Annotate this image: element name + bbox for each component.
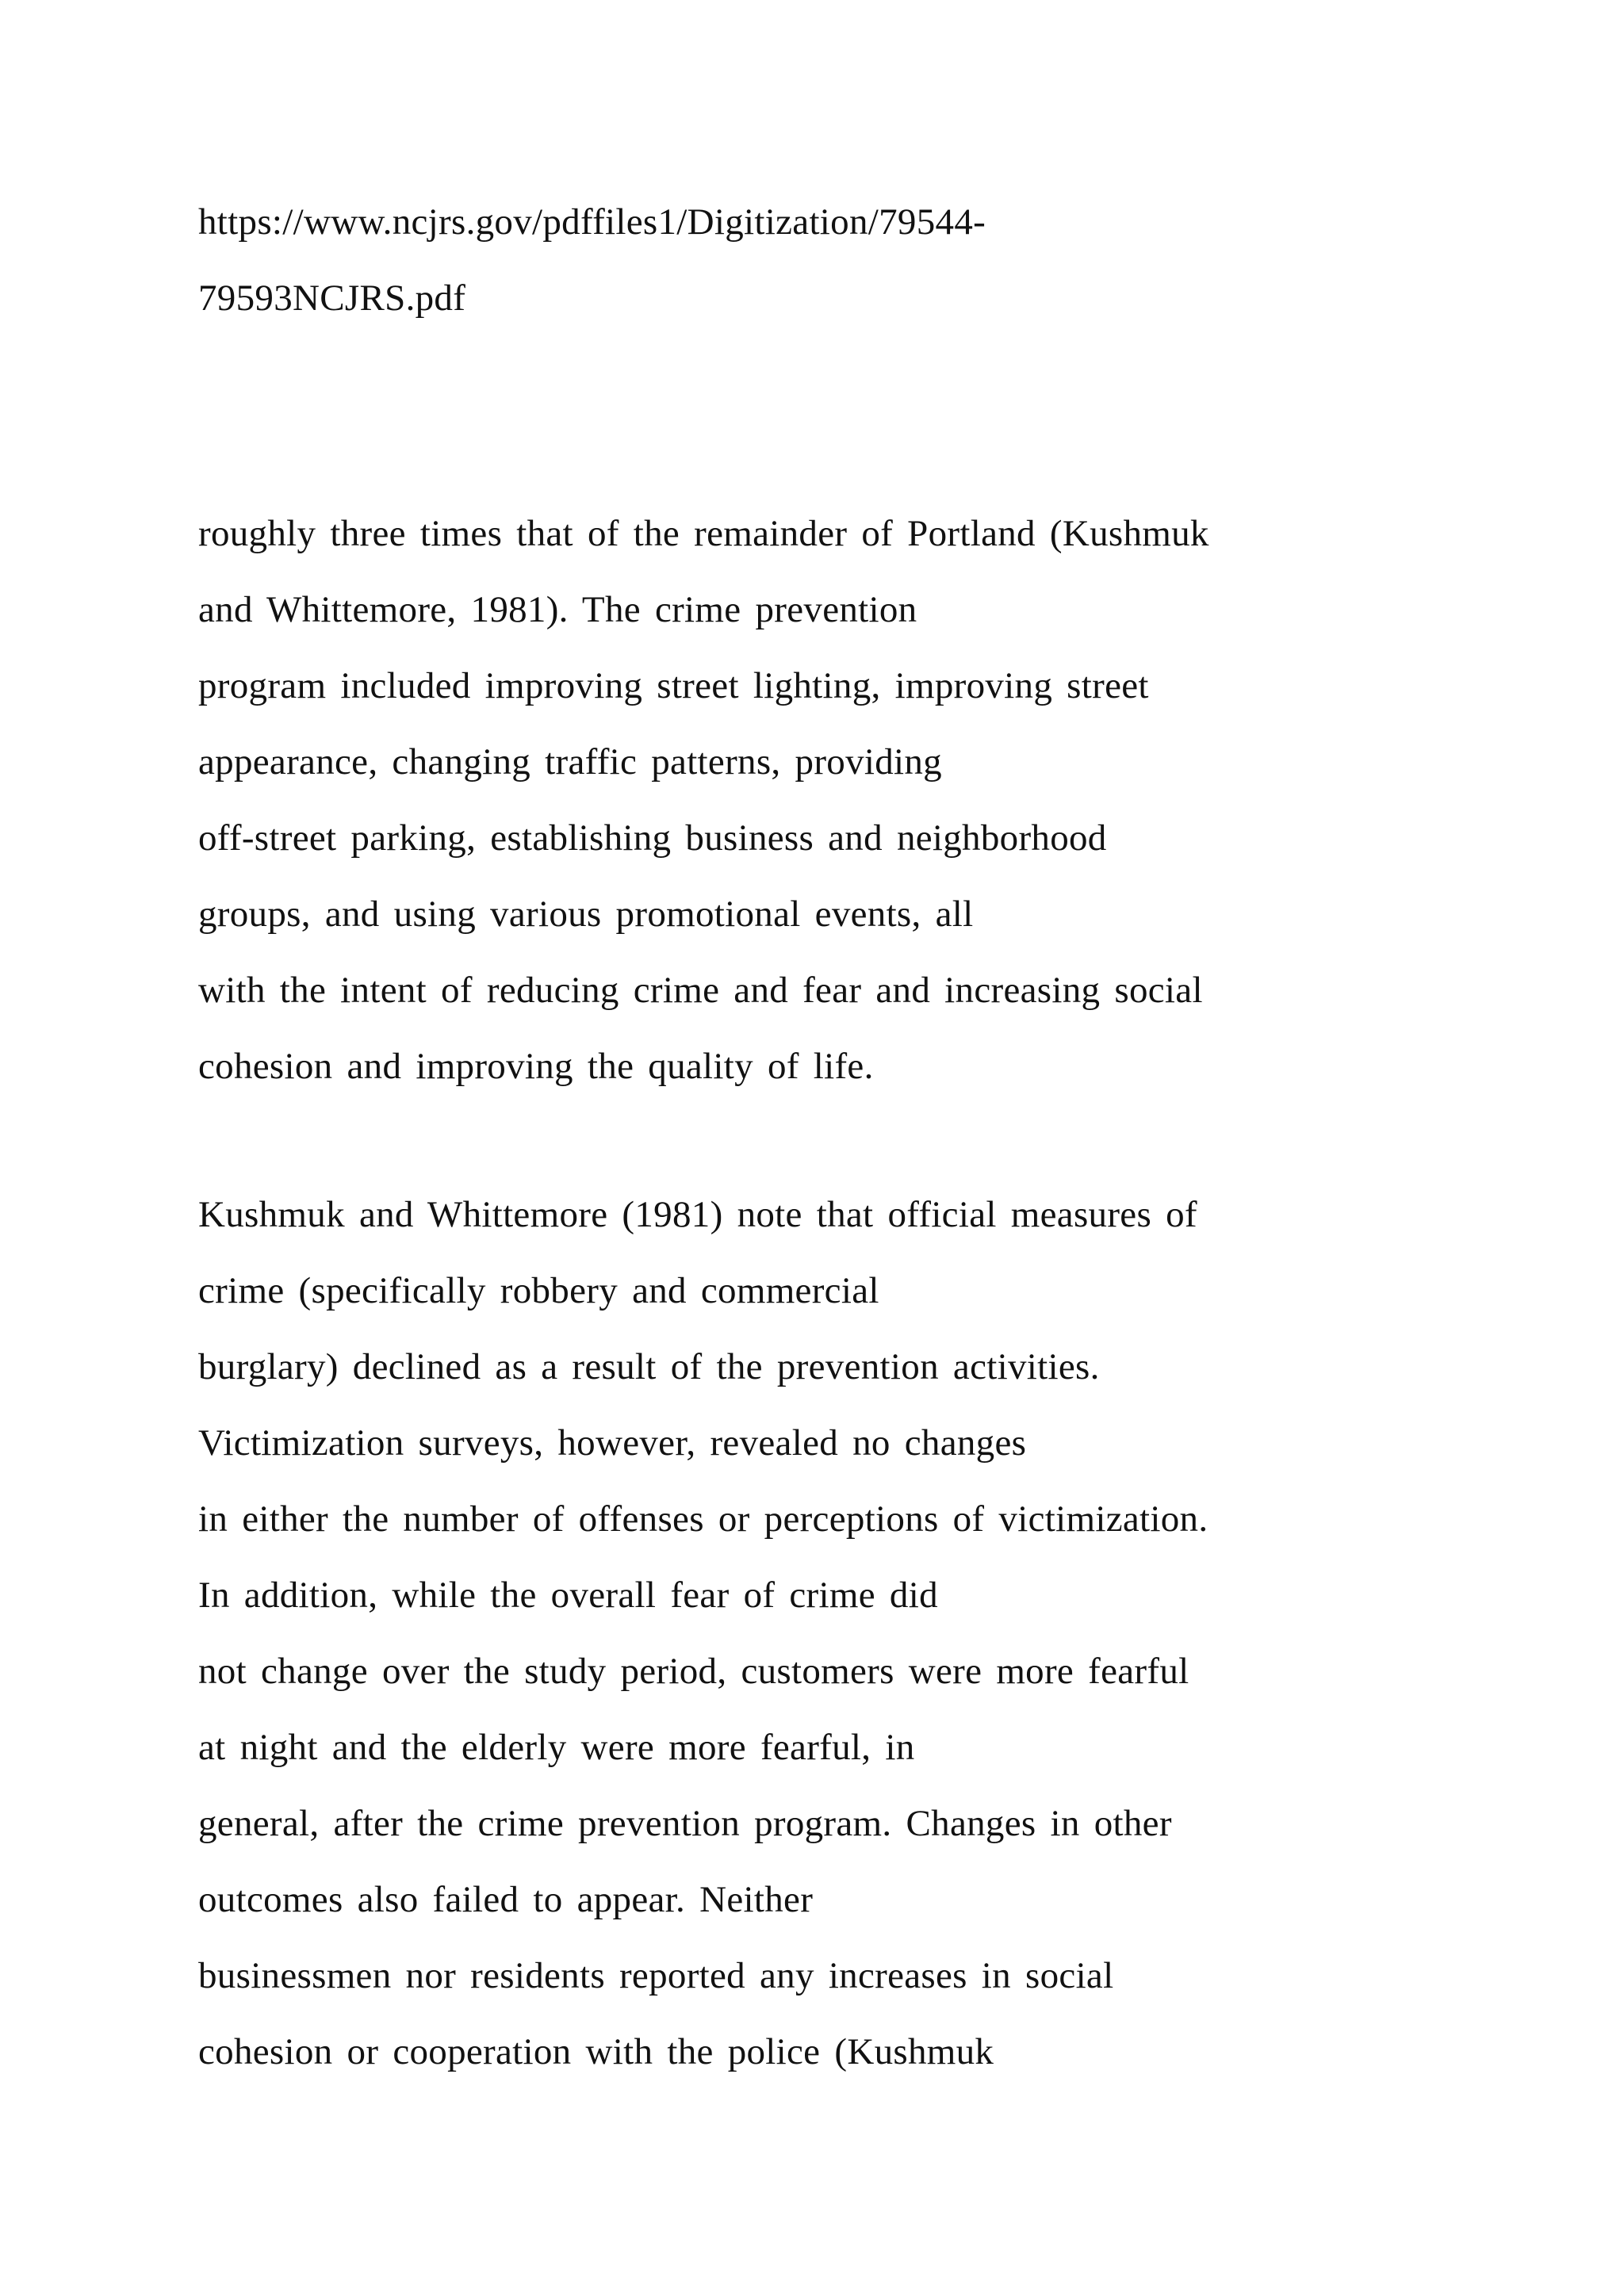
paragraph-portland-program (198, 496, 1467, 1104)
text-line: general, after the crime prevention program. Changes in other (198, 1803, 1172, 1844)
text-line: Victimization surveys, however, revealed no changes (198, 1422, 1027, 1464)
text-line: at night and the elderly were more fearful, in (198, 1727, 915, 1768)
text-line: businessmen nor residents reported any increases in social (198, 1955, 1114, 1996)
text-line: in either the number of offenses or perceptions of victimization. (198, 1498, 1208, 1540)
url-line: 79593NCJRS.pdf (198, 277, 466, 319)
text-line: In addition, while the overall fear of crime did (198, 1575, 938, 1616)
text-line: appearance, changing traffic patterns, providing (198, 741, 942, 783)
url-line: https://www.ncjrs.gov/pdffiles1/Digitization/79544- (198, 201, 986, 243)
text-line: cohesion and improving the quality of life. (198, 1046, 874, 1087)
text-line: roughly three times that of the remainder of Portland (Kushmuk (198, 513, 1209, 554)
text-line: burglary) declined as a result of the prevention activities. (198, 1346, 1100, 1387)
text-line: not change over the study period, customers were more fearful (198, 1651, 1189, 1692)
source-url (198, 184, 1467, 336)
text-line: with the intent of reducing crime and fear and increasing social (198, 970, 1203, 1011)
text-line: and Whittemore, 1981). The crime prevention (198, 589, 917, 630)
text-line: outcomes also failed to appear. Neither (198, 1879, 814, 1920)
text-line: cohesion or cooperation with the police (Kushmuk (198, 2031, 994, 2072)
text-line: off-street parking, establishing business and neighborhood (198, 817, 1107, 859)
paragraph-findings (198, 1177, 1467, 2090)
text-line: crime (specifically robbery and commercial (198, 1270, 879, 1311)
text-line: Kushmuk and Whittemore (1981) note that official measures of (198, 1194, 1197, 1235)
text-line: groups, and using various promotional events, all (198, 894, 974, 935)
text-line: program included improving street lighting, improving street (198, 665, 1149, 706)
